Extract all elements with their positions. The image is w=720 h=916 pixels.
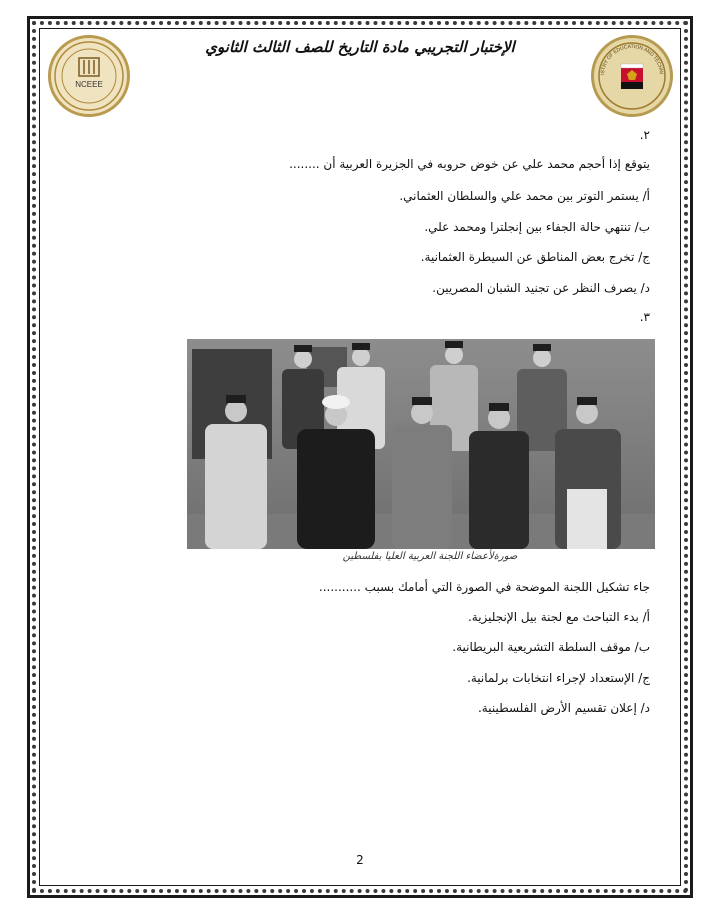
exam-title: الإختبار التجريبي مادة التاريخ للصف الثالث الثانوي: [205, 38, 515, 56]
nceee-logo: [48, 35, 130, 117]
ministry-logo-text: ISTRY OF EDUCATION AND TECHNI: [600, 43, 664, 76]
ministry-emblem-icon: [594, 38, 670, 114]
answer-option: أ/ بدء التباحث مع لجنة بيل الإنجليزية.: [467, 610, 650, 624]
ministry-logo: [591, 35, 673, 117]
question-stem: جاء تشكيل اللجنة الموضحة في الصورة التي أمامك بسبب ...........: [318, 580, 650, 594]
page-number: 2: [356, 853, 364, 867]
nceee-logo-text: NCEEE: [75, 80, 103, 89]
answer-option: د/ يصرف النظر عن تجنيد الشبان المصريين.: [432, 281, 650, 295]
answer-option: د/ إعلان تقسيم الأرض الفلسطينية.: [477, 701, 650, 715]
answer-option: ج/ الإستعداد لإجراء انتخابات برلمانية.: [467, 671, 650, 685]
nceee-emblem-icon: [51, 38, 127, 114]
committee-group-photo: [187, 339, 655, 549]
answer-option: ب/ موقف السلطة التشريعية البريطانية.: [452, 640, 650, 654]
question-number: ٣.: [639, 310, 650, 324]
photo-caption: صورةلأعضاء اللجنة العربية العليا بفلسطين: [342, 551, 518, 562]
group-photo-illustration: [187, 339, 655, 549]
answer-option: ب/ تنتهي حالة الجفاء بين إنجلترا ومحمد علي.: [424, 220, 650, 234]
question-number: ٢.: [639, 128, 650, 142]
answer-option: أ/ يستمر التوتر بين محمد علي والسلطان العثماني.: [399, 189, 650, 203]
answer-option: ج/ تخرج بعض المناطق عن السيطرة العثمانية.: [420, 250, 650, 264]
question-stem: يتوقع إذا أحجم محمد علي عن خوض حروبه في الجزيرة العربية أن ........: [289, 157, 650, 171]
